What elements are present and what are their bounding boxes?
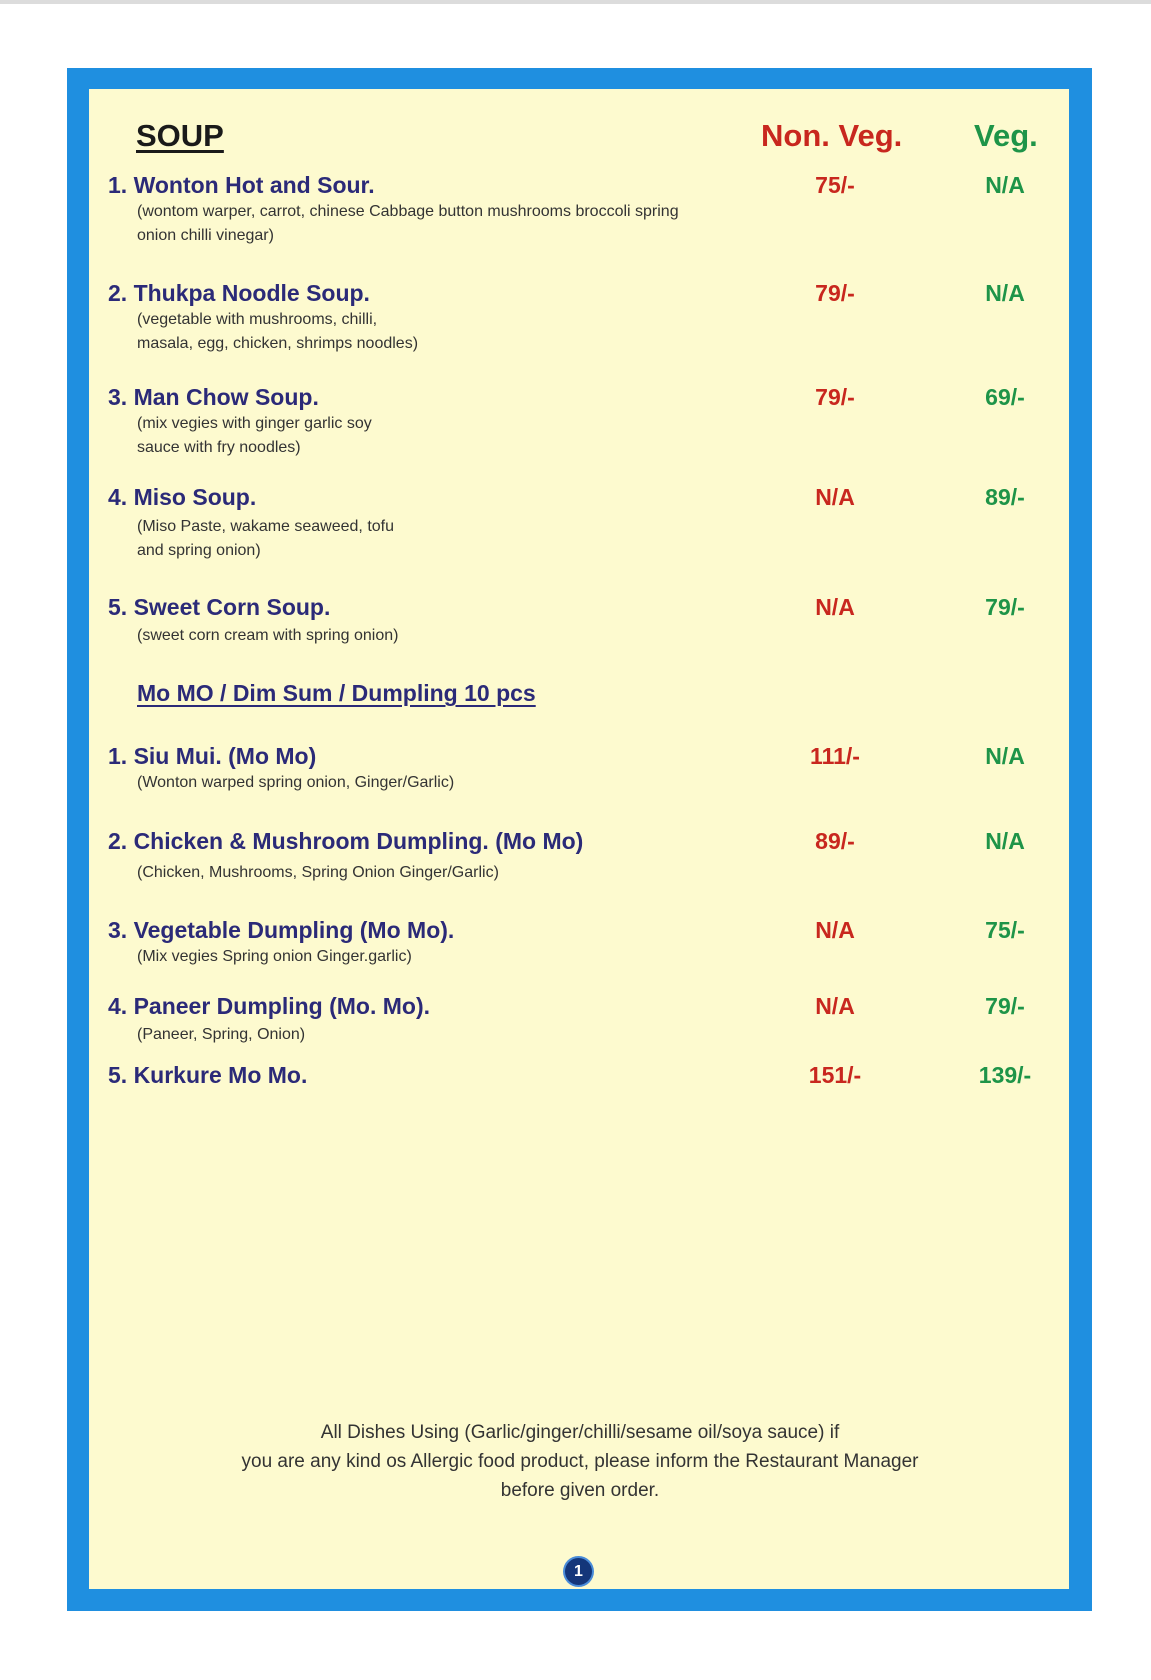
item-description: (Mix vegies Spring onion Ginger.garlic) <box>137 948 412 965</box>
item-name: 2. Chicken & Mushroom Dumpling. (Mo Mo) <box>108 828 584 854</box>
nonveg-price: N/A <box>815 917 855 943</box>
item-name: 2. Thukpa Noodle Soup. <box>108 280 370 306</box>
item-description: (mix vegies with ginger garlic soy sauce with fry noodles) <box>137 415 372 456</box>
nonveg-price: 75/- <box>815 172 855 198</box>
soup-item <box>108 278 1068 356</box>
nonveg-column-header: Non. Veg. <box>761 118 903 153</box>
veg-price: N/A <box>985 280 1025 306</box>
veg-price: 139/- <box>978 1062 1032 1088</box>
veg-price: 69/- <box>985 384 1025 410</box>
veg-price: 75/- <box>985 917 1025 943</box>
nonveg-price: 79/- <box>815 384 855 410</box>
momo-item <box>108 826 1068 885</box>
veg-price: 89/- <box>985 484 1025 510</box>
page-number-badge: 1 <box>565 1558 592 1585</box>
nonveg-price: N/A <box>815 484 855 510</box>
item-description: (wontom warper, carrot, chinese Cabbage button mushrooms broccoli spring onion chilli vinegar) <box>137 203 679 244</box>
veg-column-header: Veg. <box>974 118 1038 153</box>
item-name: 5. Kurkure Mo Mo. <box>108 1062 308 1088</box>
allergy-note-line: you are any kind os Allergic food product, please inform the Restaurant Manager <box>241 1451 919 1472</box>
item-description: (sweet corn cream with spring onion) <box>137 627 399 644</box>
momo-item <box>108 1060 1068 1090</box>
soup-item <box>108 592 1068 648</box>
nonveg-price: N/A <box>815 993 855 1019</box>
veg-price: N/A <box>985 828 1025 854</box>
item-name: 4. Miso Soup. <box>108 484 257 510</box>
item-description: (vegetable with mushrooms, chilli, masala, egg, chicken, shrimps noodles) <box>137 311 419 352</box>
item-description: (Miso Paste, wakame seaweed, tofu and spring onion) <box>137 518 395 559</box>
item-name: 4. Paneer Dumpling (Mo. Mo). <box>108 993 431 1019</box>
veg-price: 79/- <box>985 594 1025 620</box>
soup-item <box>108 382 1068 460</box>
veg-price: 79/- <box>985 993 1025 1019</box>
item-description: (Wonton warped spring onion, Ginger/Garlic) <box>137 774 455 791</box>
nonveg-price: 89/- <box>815 828 855 854</box>
item-description: (Chicken, Mushrooms, Spring Onion Ginger/Garlic) <box>137 864 499 881</box>
soup-section-title: SOUP <box>136 118 224 153</box>
allergy-note <box>160 1418 1000 1505</box>
nonveg-price: 111/- <box>810 743 860 769</box>
item-name: 5. Sweet Corn Soup. <box>108 594 331 620</box>
nonveg-price: N/A <box>815 594 855 620</box>
soup-item <box>108 482 1068 563</box>
soup-item <box>108 170 1068 248</box>
item-description: (Paneer, Spring, Onion) <box>137 1026 306 1043</box>
momo-item <box>108 915 1068 969</box>
veg-price: N/A <box>985 743 1025 769</box>
nonveg-price: 151/- <box>808 1062 862 1088</box>
allergy-note-line: before given order. <box>500 1480 660 1501</box>
item-name: 1. Wonton Hot and Sour. <box>108 172 375 198</box>
item-name: 1. Siu Mui. (Mo Mo) <box>108 743 317 769</box>
top-rule <box>0 0 1151 4</box>
item-name: 3. Man Chow Soup. <box>108 384 319 410</box>
item-name: 3. Vegetable Dumpling (Mo Mo). <box>108 917 455 943</box>
momo-item <box>108 741 1068 795</box>
allergy-note-line: All Dishes Using (Garlic/ginger/chilli/sesame oil/soya sauce) if <box>320 1422 840 1443</box>
nonveg-price: 79/- <box>815 280 855 306</box>
momo-item <box>108 991 1068 1047</box>
momo-section-heading: Mo MO / Dim Sum / Dumpling 10 pcs <box>137 680 536 706</box>
veg-price: N/A <box>985 172 1025 198</box>
